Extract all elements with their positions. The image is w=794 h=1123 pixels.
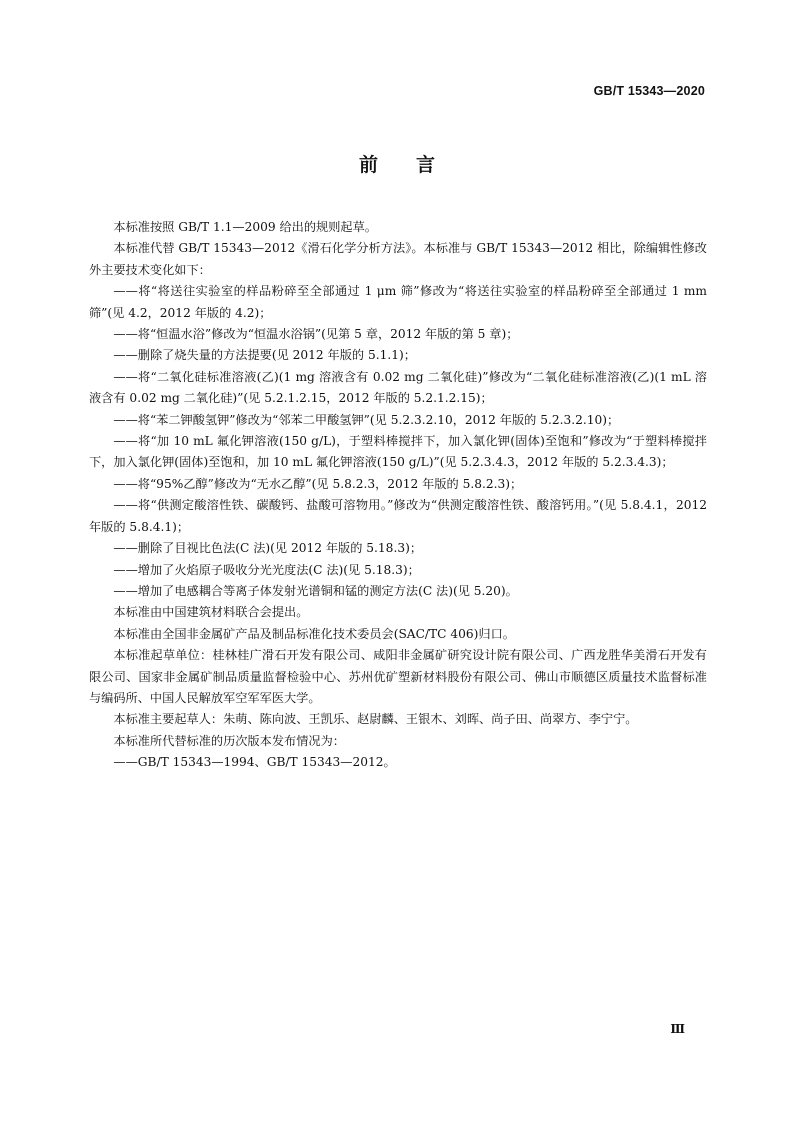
paragraph-history: 本标准所代替标准的历次版本发布情况为： [113,733,345,748]
page-title: 前言 [358,154,473,176]
change-item: ——将“将送往实验室的样品粉碎至全部通过 1 μm 筛”修改为“将送往实验室的样品粉碎至全部通过 1 mm 筛”(见 4.2，2012 年版的 4.2)； [89,284,707,320]
change-item: ——将“恒温水浴”修改为“恒温水浴锅”(见第 5 章，2012 年版的第 5 章)； [113,327,519,342]
change-item: ——将“二氧化硅标准溶液(乙)(1 mg 溶液含有 0.02 mg 二氧化硅)”修改为“二氧化硅标准溶液(乙)(1 mL 溶液含有 0.02 mg 二氧化硅)”(见 5.2.1.2.15，2012 年版的 5.2.1.2.15)； [89,369,707,406]
paragraph-replacement: 本标准代替 GB/T 15343—2012《滑石化学分析方法》。本标准与 GB/T 15343—2012 相比，除编辑性修改外主要技术变化如下： [89,241,707,277]
change-item: ——删除了烧失量的方法提要(见 2012 年版的 5.1.1)； [113,348,416,363]
change-item: ——将“加 10 mL 氟化钾溶液(150 g/L)，于塑料棒搅拌下，加入氯化钾(固体)至饱和”修改为“于塑料棒搅拌下，加入氯化钾(固体)至饱和，加 10 mL 氟化钾溶液(150 g/L)”(见 5.2.3.4.3，2012 年版的 5.2.3.4.3)； [89,434,707,470]
paragraph-drafters: 本标准主要起草人：朱萌、陈向波、王凯乐、赵尉麟、王银木、刘晖、尚子田、尚翠方、李宁宁。 [113,712,638,727]
change-item: ——增加了火焰原子吸收分光光度法(C 法)(见 5.18.3)； [113,562,420,577]
standard-code: GB/T 15343—2020 [593,84,705,98]
document-body [89,217,707,774]
change-item: ——将“95%乙醇”修改为“无水乙醇”(见 5.8.2.3，2012 年版的 5.8.2.3)； [113,476,523,491]
change-item: ——增加了电感耦合等离子体发射光谱铜和锰的测定方法(C 法)(见 5.20)。 [113,583,518,598]
history-item: ——GB/T 15343—1994、GB/T 15343—2012。 [113,755,396,770]
paragraph-drafting-units: 本标准起草单位：桂林桂广滑石开发有限公司、咸阳非金属矿研究设计院有限公司、广西龙胜华美滑石开发有限公司、国家非金属矿制品质量监督检验中心、苏州优矿塑新材料股份有限公司、佛山市顺德区质量技术监督标准与编码所、中国人民解放军空军军医大学。 [89,648,707,705]
change-item: ——将“供测定酸溶性铁、碳酸钙、盐酸可溶物用。”修改为“供测定酸溶性铁、酸溶钙用。”(见 5.8.4.1，2012 年版的 5.8.4.1)； [89,498,707,534]
page-number: Ⅲ [670,1022,685,1036]
paragraph-drafting-rules: 本标准按照 GB/T 1.1—2009 给出的规则起草。 [113,220,377,234]
paragraph-managed-by: 本标准由全国非金属矿产品及制品标准化技术委员会(SAC/TC 406)归口。 [113,626,515,641]
change-item: ——将“苯二钾酸氢钾”修改为“邻苯二甲酸氢钾”(见 5.2.3.2.10，2012 年版的 5.2.3.2.10)； [113,412,620,427]
change-item: ——删除了目视比色法(C 法)(见 2012 年版的 5.18.3)； [113,541,423,556]
paragraph-proposed-by: 本标准由中国建筑材料联合会提出。 [113,605,309,620]
